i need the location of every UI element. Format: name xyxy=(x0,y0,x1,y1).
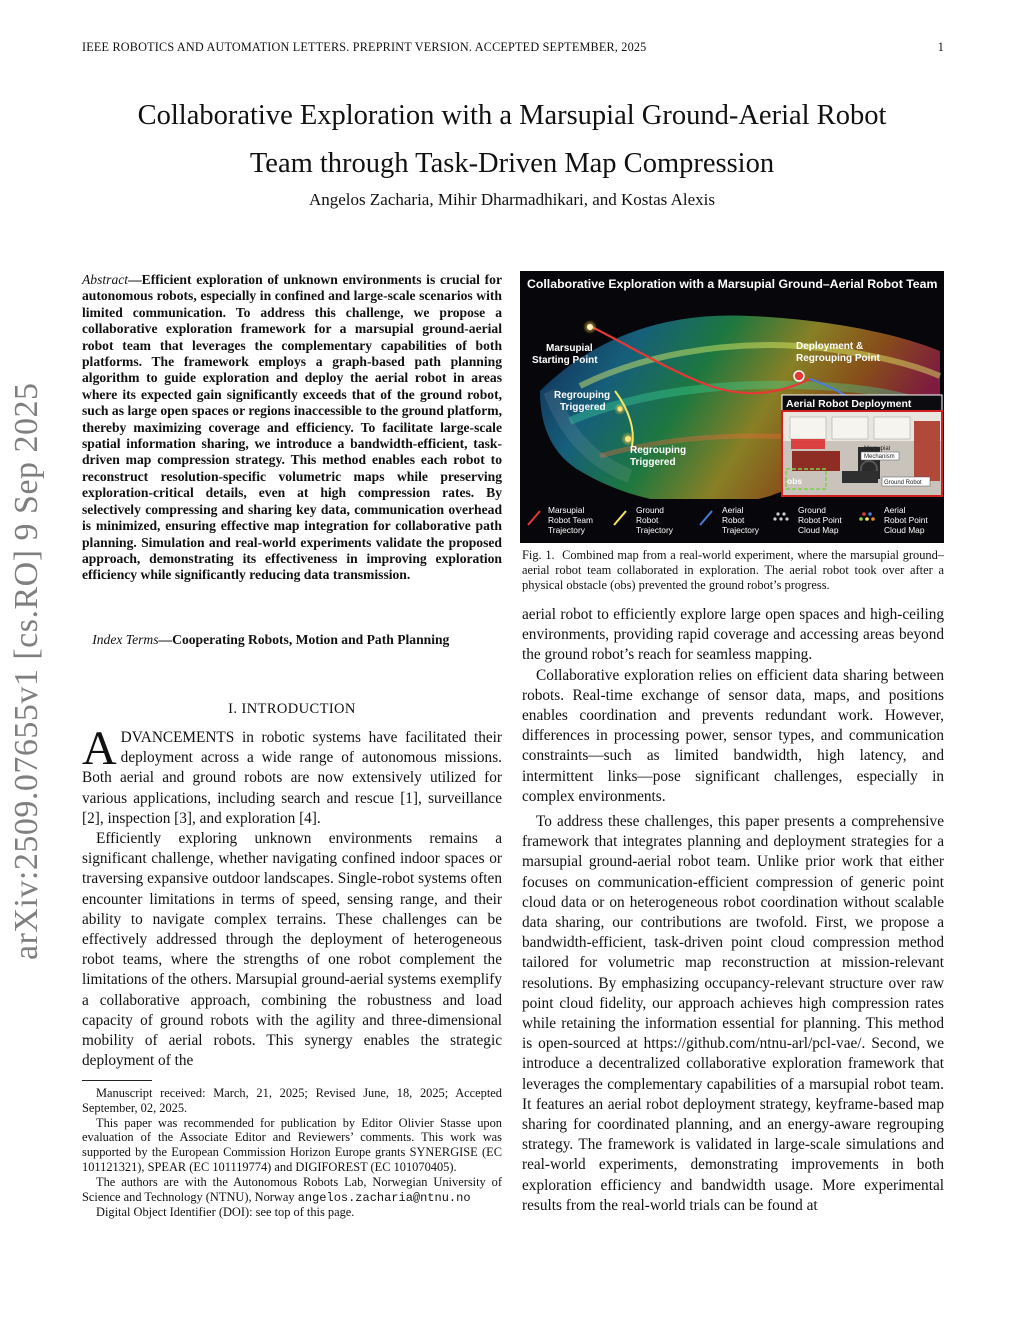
label-regroup-2a: Regrouping xyxy=(630,445,687,456)
right-paragraph-1: aerial robot to efficiently explore large open spaces and high-ceiling environments, providing rapid coverage and accessing areas beyond the ground robot’s reach for seamless mapping. xyxy=(522,606,944,664)
section-title-first: I xyxy=(241,701,247,717)
index-terms-text: —Cooperating Robots, Motion and Path Planning xyxy=(158,632,450,647)
label-mechanism-2: Mechanism xyxy=(864,454,895,460)
legend-4-l1: Aerial xyxy=(884,505,906,515)
label-deployment-2: Regrouping Point xyxy=(796,353,880,364)
label-obs: obs xyxy=(787,476,803,486)
footnote-affiliation: The authors are with the Autonomous Robots Lab, Norwegian University of Science and Technology (NTNU), Norway angelos.zacharia@ntnu.no xyxy=(82,1174,502,1205)
section-number: I. xyxy=(228,701,242,717)
figure-legend xyxy=(520,499,944,543)
index-terms-label: Index Terms xyxy=(92,632,159,647)
footnotes xyxy=(82,1086,502,1220)
right-paragraph-2: Collaborative exploration relies on efficient data sharing between robots. Real-time exchange of sensor data, maps, and positions enables coordination and prevents redundant work. However, differences in processing power, sensor types, and communication constraints—such as limited bandwidth, high latency, and intermittent links—pose significant challenges, especially in complex environments. xyxy=(522,666,944,805)
label-deployment-1: Deployment & xyxy=(796,341,864,352)
intro-paragraph-2: Efficiently exploring unknown environments remains a significant challenge, whether navigating confined indoor spaces or traversing expansive outdoor landscapes. Single-robot systems often encounter limitations in terms of speed, sensing range, and their ability to navigate complex terrains. These challenges can be effectively addressed through the deployment of heterogeneous robot teams, where the strengths of one robot complement the limitations of the others. Marsupial ground-aerial systems exemplify a collaborative approach, combining the robustness and load capacity of ground robots with the agility and three-dimensional mobility of aerial robots. This synergy enables the strategic deployment of the xyxy=(82,830,502,1070)
legend-0-l3: Trajectory xyxy=(548,525,585,535)
running-header xyxy=(82,40,944,55)
intro-p1-text: DVANCEMENTS in robotic systems have facilitated their deployment across a wide range of autonomous missions. Both aerial and ground robots are now extensively utilized for various applications, including search and rescue [1], surveillance [2], inspection [3], and exploration [4]. xyxy=(82,729,502,827)
figure-1 xyxy=(520,271,944,543)
legend-4-l3: Cloud Map xyxy=(884,525,925,535)
introduction-text xyxy=(82,722,502,1071)
right-column-text xyxy=(522,605,944,807)
deployment-point-marker xyxy=(794,371,804,381)
legend-0-l2: Robot Team xyxy=(548,515,594,525)
footnote-doi: Digital Object Identifier (DOI): see top of this page. xyxy=(96,1205,355,1220)
intro-paragraph-1 xyxy=(82,722,502,829)
footnote-recommended: This paper was recommended for publication by Editor Olivier Stasse upon evaluation of the Associate Editor and Reviewers’ comments. This work was supported by the European Commission Horizon Europe grants SYNERGISE (EC 101121321), SPEAR (EC 101119774) and DIGIFOREST (EC 101070405). xyxy=(82,1115,502,1174)
legend-2-l3: Trajectory xyxy=(722,525,759,535)
figure-caption xyxy=(522,548,944,592)
label-regroup-2b: Triggered xyxy=(630,457,676,468)
label-mechanism-1: Marsupial xyxy=(864,446,891,452)
author-email[interactable]: angelos.zacharia@ntnu.no xyxy=(297,1190,471,1205)
legend-4-l2: Robot Point xyxy=(884,515,928,525)
abstract-label: Abstract xyxy=(82,272,129,287)
legend-3-l1: Ground xyxy=(798,505,826,515)
abstract-text: —Efficient exploration of unknown environments is crucial for autonomous robots, especially in confined and large-scale scenarios with limited communication. To address this challenge, we propose a collaborative exploration framework for a marsupial ground-aerial robot team that leverages the complementary capabilities of both platforms. The framework employs a graph-based path planning algorithm to guide exploration and deploy the aerial robot in areas where its expected gain significantly exceeds that of the ground robot, such as large open spaces or regions inaccessible to the ground platform, thereby maximizing coverage and efficiency. To facilitate large-scale spatial information sharing, we introduce a bandwidth-efficient, task-driven map compression strategy. This method enables each robot to reconstruct resolution-specific volumetric maps while preserving exploration-critical details, even at high compression rates. By selectively compressing and sharing key data, communication overhead is minimized, ensuring effective map integration for collaborative path planning. Simulation and real-world experiments validate the proposed approach, demonstrating its effectiveness in improving exploration efficiency while significantly reducing data transmission. xyxy=(82,272,502,583)
legend-1-l1: Ground xyxy=(636,505,664,515)
legend-3-l3: Cloud Map xyxy=(798,525,839,535)
journal-header: IEEE ROBOTICS AND AUTOMATION LETTERS. PREPRINT VERSION. ACCEPTED SEPTEMBER, 2025 xyxy=(82,40,647,54)
section-title-rest: NTRODUCTION xyxy=(246,701,356,717)
label-ground-robot: Ground Robot xyxy=(884,480,922,486)
legend-3-l2: Robot Point xyxy=(798,515,842,525)
label-regroup-1a: Regrouping xyxy=(554,390,611,401)
page-number: 1 xyxy=(937,40,944,54)
author-list: Angelos Zacharia, Mihir Dharmadhikari, and Kostas Alexis xyxy=(308,190,715,209)
index-terms xyxy=(82,632,502,648)
legend-0-l1: Marsupial xyxy=(548,505,585,515)
footnote-received: Manuscript received: March, 21, 2025; Revised June, 18, 2025; Accepted September, 02, 2025. xyxy=(82,1086,502,1115)
arxiv-watermark: arXiv:2509.07655v1 [cs.RO] 9 Sep 2025 xyxy=(8,382,45,960)
figure-banner: Collaborative Exploration with a Marsupial Ground–Aerial Robot Team xyxy=(527,277,938,291)
legend-1-l2: Robot xyxy=(636,515,659,525)
legend-2-l1: Aerial xyxy=(722,505,744,515)
footnote-rule xyxy=(82,1080,152,1081)
paper-title xyxy=(60,92,964,188)
label-regroup-1b: Triggered xyxy=(560,402,606,413)
caption-label: Fig. 1. xyxy=(522,548,555,562)
drop-cap: A xyxy=(82,722,117,775)
figure-1-graphic xyxy=(520,271,944,543)
right-column-text-2 xyxy=(522,812,944,1216)
abstract xyxy=(82,272,502,584)
label-aerial-deployment: Aerial Robot Deployment xyxy=(786,398,912,410)
title-line-1: Collaborative Exploration with a Marsupial Ground-Aerial Robot xyxy=(137,100,887,131)
label-marsupial-start-2: Starting Point xyxy=(532,355,598,366)
title-line-2: Team through Task-Driven Map Compression xyxy=(249,148,775,179)
section-heading-introduction xyxy=(82,701,502,718)
legend-1-l3: Trajectory xyxy=(636,525,673,535)
caption-text: Combined map from a real-world experiment, where the marsupial ground–aerial robot team collaborated in exploration. The aerial robot took over after a physical obstacle (obs) prevented the ground robot’s progress. xyxy=(522,548,944,592)
label-marsupial-start-1: Marsupial xyxy=(546,343,593,354)
right-paragraph-3: To address these challenges, this paper presents a comprehensive framework that integrates planning and deployment strategies for a marsupial ground-aerial robot team. Unlike prior work that either focuses on communication-efficient compression of generic point cloud data or on heterogeneous robot coordination without scalable data sharing, our contributions are twofold. First, we propose a bandwidth-efficient, task-driven point cloud compression method tailored for volumetric map reconstruction at mission-relevant resolutions. By emphasizing occupancy-relevant structure over raw point cloud fidelity, our approach achieves high compression rates while retaining the information essential for planning. This method is open-sourced at https://github.com/ntnu-arl/pcl-vae/. Second, we introduce a decentralized collaborative exploration framework that leverages the complementary capabilities of a marsupial robot team. It features an aerial robot deployment strategy, keyframe-based map sharing for coordinated planning, and an energy-aware regrouping strategy. The framework is validated in large-scale simulations and real-world experiments, demonstrating improvements in both exploration efficiency and bandwidth usage. More experimental results from the real-world trials can be found at xyxy=(522,813,944,1214)
legend-2-l2: Robot xyxy=(722,515,745,525)
